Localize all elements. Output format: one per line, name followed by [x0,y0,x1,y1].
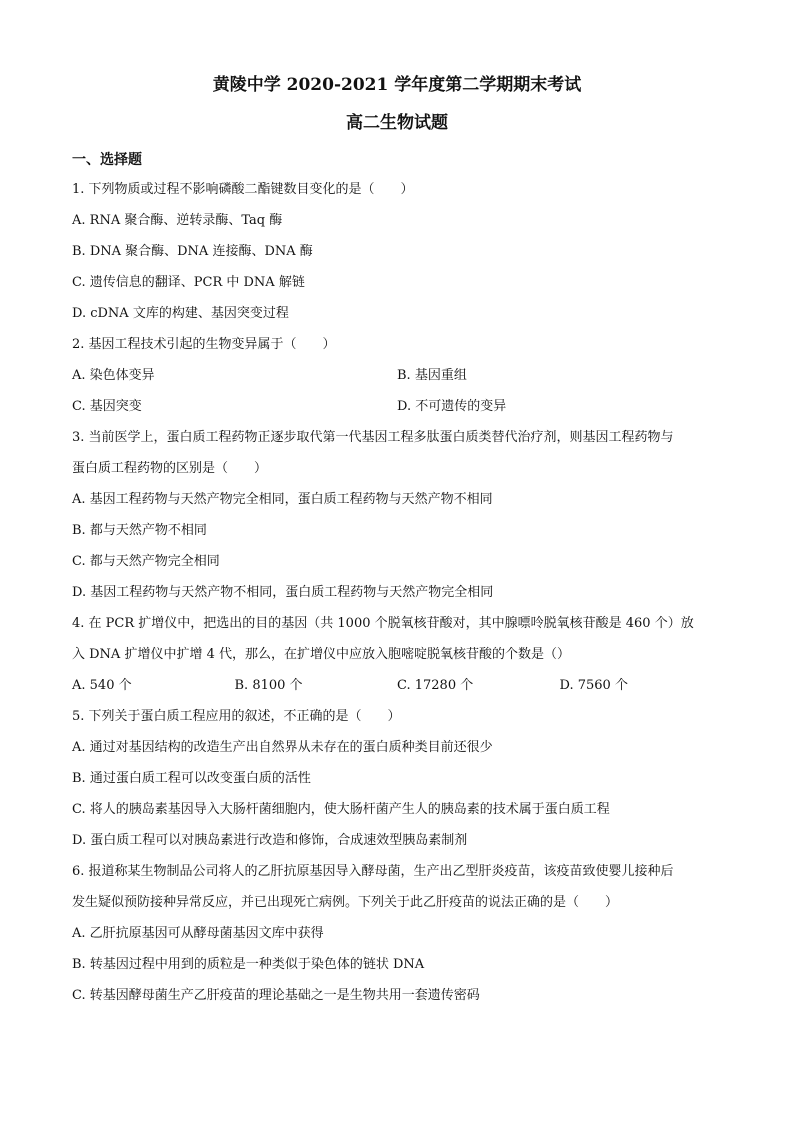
question-stem-line-2: 发生疑似预防接种异常反应，并已出现死亡病例。下列关于此乙肝疫苗的说法正确的是（ ） [72,895,619,910]
option-b: B. 都与天然产物不相同 [72,523,207,538]
section-heading: 一、选择题 [72,152,142,168]
option-a: A. RNA 聚合酶、逆转录酶、Taq 酶 [72,213,283,228]
question-stem-line-1: 6. 报道称某生物制品公司将人的乙肝抗原基因导入酵母菌，生产出乙型肝炎疫苗，该疫苗致使婴儿接种后 [72,864,674,879]
option-a: A. 基因工程药物与天然产物完全相同，蛋白质工程药物与天然产物不相同 [72,492,493,507]
question-stem: 5. 下列关于蛋白质工程应用的叙述，不正确的是（ ） [72,709,401,724]
option-d: D. 基因工程药物与天然产物不相同，蛋白质工程药物与天然产物完全相同 [72,585,494,600]
question-stem: 2. 基因工程技术引起的生物变异属于（ ） [72,337,336,352]
option-a: A. 乙肝抗原基因可从酵母菌基因文库中获得 [72,926,324,941]
option-d: D. 蛋白质工程可以对胰岛素进行改造和修饰，合成速效型胰岛素制剂 [72,833,468,848]
option-b: B. 8100 个 [234,678,303,693]
question-3 [72,422,722,608]
question-stem-line-2: 入 DNA 扩增仪中扩增 4 代，那么，在扩增仪中应放入胞嘧啶脱氧核苷酸的个数是（） [72,647,570,662]
question-2 [72,329,722,422]
question-stem-line-1: 4. 在 PCR 扩增仪中，把选出的目的基因（共 1000 个脱氧核苷酸对，其中腺嘌呤脱氧核苷酸是 460 个）放 [72,616,694,631]
option-c: C. 转基因酵母菌生产乙肝疫苗的理论基础之一是生物共用一套遗传密码 [72,988,480,1003]
option-d: D. 不可遗传的变异 [397,399,507,414]
option-c: C. 17280 个 [397,678,474,693]
option-a: A. 540 个 [72,678,132,693]
option-row [72,391,722,422]
option-b: B. 通过蛋白质工程可以改变蛋白质的活性 [72,771,311,786]
question-stem: 1. 下列物质或过程不影响磷酸二酯键数目变化的是（ ） [72,182,414,197]
option-c: C. 将人的胰岛素基因导入大肠杆菌细胞内，使大肠杆菌产生人的胰岛素的技术属于蛋白质工程 [72,802,610,817]
question-1 [72,174,722,329]
option-a: A. 通过对基因结构的改造生产出自然界从未存在的蛋白质种类目前还很少 [72,740,493,755]
option-d: D. 7560 个 [559,678,628,693]
option-c: C. 都与天然产物完全相同 [72,554,220,569]
question-stem-line-1: 3. 当前医学上，蛋白质工程药物正逐步取代第一代基因工程多肽蛋白质类替代治疗剂，则基因工程药物与 [72,430,674,445]
question-stem-line-2: 蛋白质工程药物的区别是（ ） [72,461,268,476]
option-row [72,670,722,701]
question-4 [72,608,722,701]
option-d: D. cDNA 文库的构建、基因突变过程 [72,306,289,321]
question-5 [72,701,722,856]
exam-subtitle: 高二生物试题 [346,113,448,133]
exam-title: 黄陵中学 2020-2021 学年度第二学期期末考试 [212,75,582,95]
option-b: B. DNA 聚合酶、DNA 连接酶、DNA 酶 [72,244,313,259]
option-b: B. 基因重组 [397,368,467,383]
question-6 [72,856,722,1011]
option-b: B. 转基因过程中用到的质粒是一种类似于染色体的链状 DNA [72,957,425,972]
option-c: C. 遗传信息的翻译、PCR 中 DNA 解链 [72,275,305,290]
option-a: A. 染色体变异 [72,368,155,383]
option-c: C. 基因突变 [72,399,142,414]
option-row [72,360,722,391]
